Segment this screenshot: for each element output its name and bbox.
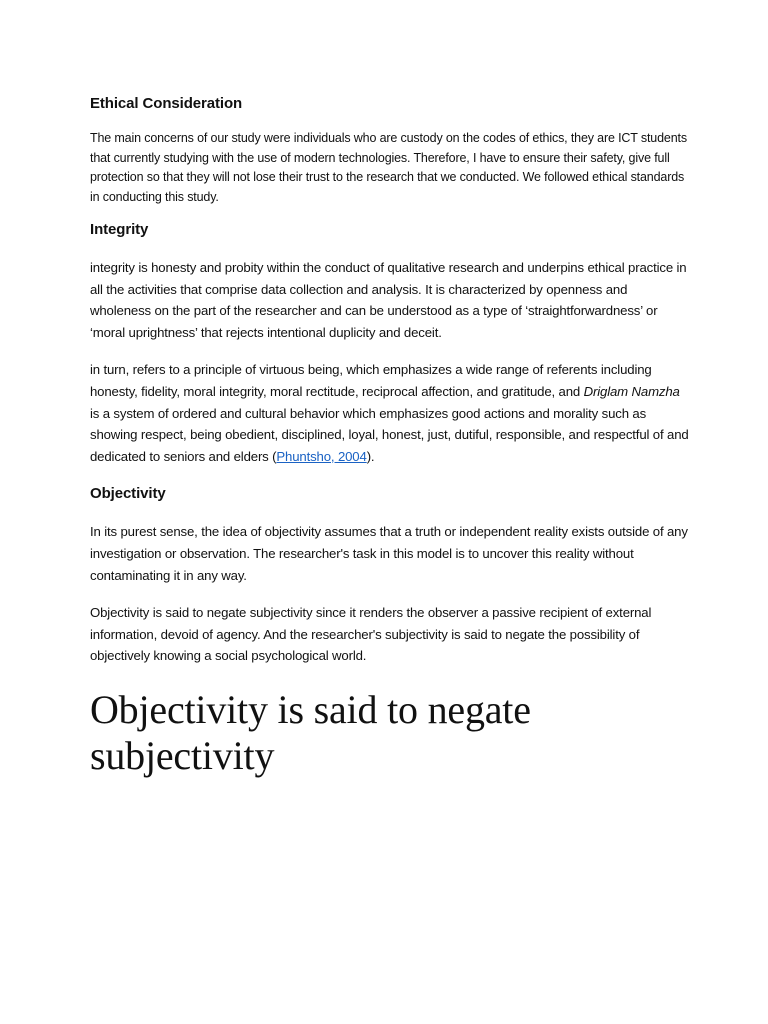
paragraph-integrity-2-start: in turn, refers to a principle of virtuous being, which emphasizes a wide range of referents including honesty, fidelity, moral integrity, moral rectitude, reciprocal affection, and gratitude, and (90, 362, 652, 399)
citation-link-phuntsho[interactable]: Phuntsho, 2004 (276, 448, 367, 464)
paragraph-integrity-1: integrity is honesty and probity within the conduct of qualitative research and underpins ethical practice in all the activities that comprise data collection and analysis. It is characterized by openness and wholeness on the part of the researcher and can be understood as a type of ‘straightforwardness’ or ‘moral uprightness’ that rejects intentional duplicity and deceit. (90, 260, 687, 340)
driglam-namzha-term: Driglam Namzha (583, 383, 680, 399)
paragraph-objectivity-1: In its purest sense, the idea of objectivity assumes that a truth or independent reality exists outside of any investigation or observation. The researcher's task in this model is to uncover this reality without contaminating it in any way. (90, 524, 688, 583)
paragraph-integrity-2 (90, 359, 690, 467)
heading-objectivity: Objectivity (90, 485, 166, 503)
heading-integrity: Integrity (90, 221, 149, 238)
paragraph-integrity-2-end: ). (366, 448, 375, 464)
pull-quote: Objectivity is said to negate subjectivity (90, 686, 531, 778)
heading-ethical-consideration: Ethical Consideration (90, 95, 243, 112)
paragraph-integrity-2-mid: is a system of ordered and cultural behavior which emphasizes good actions and morality such as showing respect, being obedient, disciplined, loyal, honest, just, dutiful, responsible, and respectful of and dedicated to seniors and elders ( (90, 405, 689, 464)
document-page (90, 95, 690, 779)
paragraph-ethical-consideration: The main concerns of our study were individuals who are custody on the codes of ethics, they are ICT students that currently studying with the use of modern technologies. Therefore, I have to ensure their safety, give full protection so that they will not lose their trust to the research that we conducted. We followed ethical standards in conducting this study. (90, 131, 687, 204)
paragraph-objectivity-2: Objectivity is said to negate subjectivity since it renders the observer a passive recipient of external information, devoid of agency. And the researcher's subjectivity is said to negate the possibility of objectively knowing a social psychological world. (90, 605, 652, 664)
